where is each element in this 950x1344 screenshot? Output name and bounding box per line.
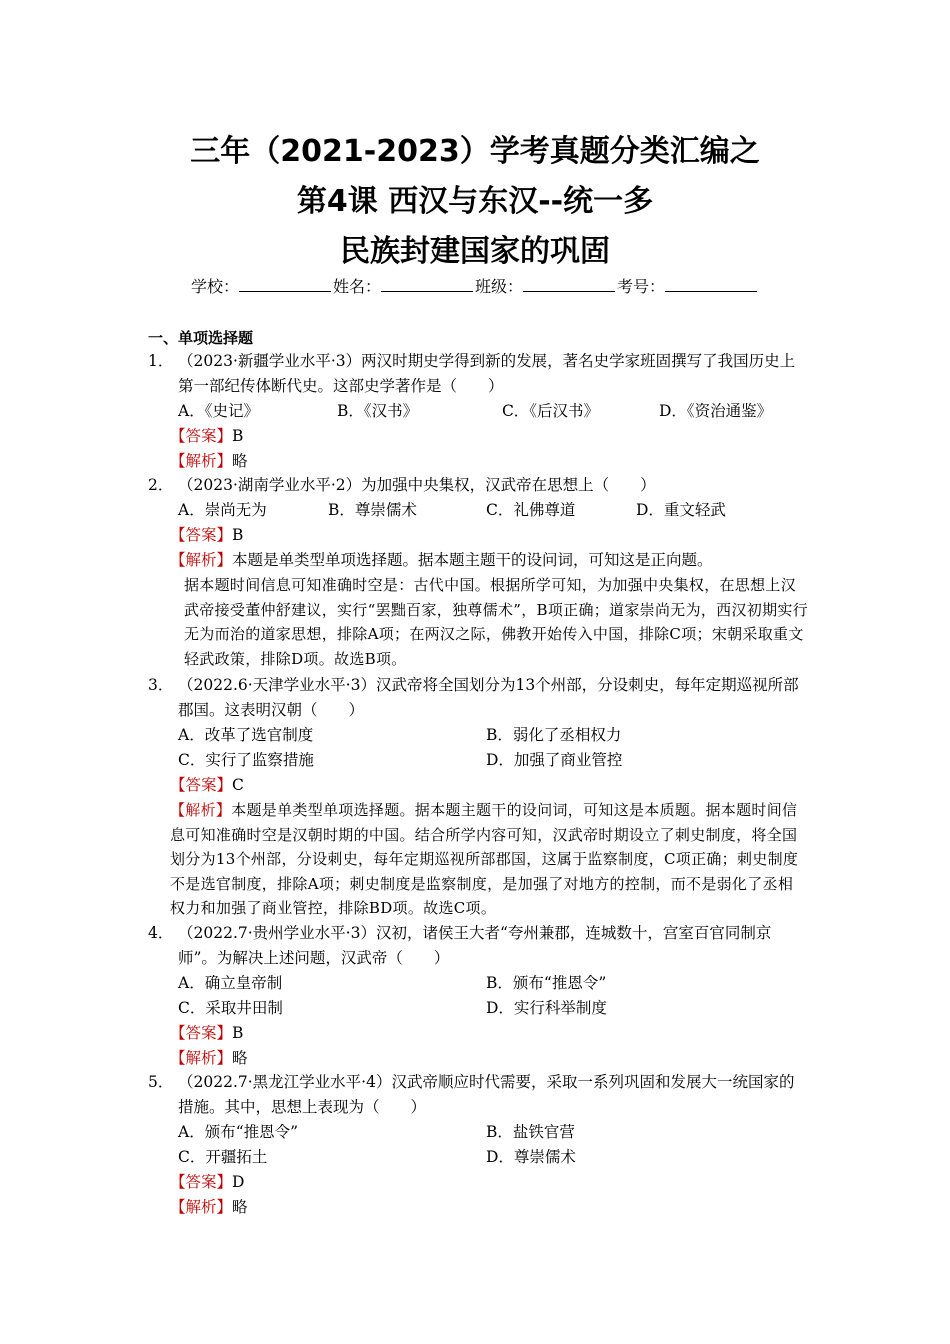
analysis-text: 略 [232,452,248,470]
school-blank[interactable] [239,277,331,292]
question-5 [148,1070,808,1220]
option-b: B．颁布“推恩令” [486,974,607,992]
option-d: D．尊崇儒术 [486,1148,576,1166]
answer-value: D [232,1173,245,1191]
answer-label: 【答案】 [170,776,233,794]
class-blank[interactable] [523,277,615,292]
analysis-text: 略 [232,1198,248,1216]
question-4 [148,921,808,1071]
question-stem: （2022.7·黑龙江学业水平·4）汉武帝顺应时代需要，采取一系列巩固和发展大一统国家的措施。其中，思想上表现为（ ） [178,1073,795,1116]
question-stem: （2022.7·贵州学业水平·3）汉初，诸侯王大者“夸州兼郡，连城数十，宫室百官同制京师”。为解决上述问题，汉武帝（ ） [178,924,772,967]
question-stem: （2023·湖南学业水平·2）为加强中央集权，汉武帝在思想上（ ） [178,476,656,494]
option-d: D．实行科举制度 [486,999,607,1017]
analysis-label: 【解析】 [170,1198,233,1216]
question-number: 4． [148,924,174,942]
option-a: A．改革了选官制度 [178,726,314,744]
question-number: 2． [148,476,174,494]
id-label: 考号： [617,277,666,296]
question-2 [148,473,808,671]
option-b: B．弱化了丞相权力 [486,726,622,744]
name-blank[interactable] [381,277,473,292]
option-c: C．礼佛尊道 [486,501,576,519]
question-stem: （2022.6·天津学业水平·3）汉武帝将全国划分为13个州部，分设刺史，每年定期巡视所部郡国。这表明汉朝（ ） [178,676,799,719]
title-line-3: 民族封建国家的巩固 [340,234,610,269]
answer-label: 【答案】 [170,427,233,445]
id-blank[interactable] [665,277,757,292]
analysis-label: 【解析】 [170,1049,233,1067]
title-line-2: 第4课 西汉与东汉--统一多 [296,184,654,219]
analysis-text: 本题是单类型单项选择题。据本题主题干的设问词，可知这是本质题。据本题时间信息可知准确时空是汉朝时期的中国。结合所学内容可知，汉武帝时期设立了刺史制度，将全国划分为13个州部，分设刺史，每年定期巡视所部郡国，这属于监察制度，C项正确；刺史制度不是选官制度，排除A项；刺史制度是监察制度，是加强了对地方的控制，而不是弱化了丞相权力和加强了商业管控，排除BD项。故选C项。 [170,801,799,917]
option-d: D．《资治通鉴》 [658,402,773,420]
answer-value: B [232,427,244,445]
analysis-label: 【解析】 [170,551,233,569]
school-label: 学校： [190,277,239,296]
question-1 [148,349,808,474]
option-a: A．确立皇帝制 [178,974,283,992]
option-d: D．加强了商业管控 [486,751,623,769]
class-label: 班级： [475,277,524,296]
question-number: 3． [148,676,174,694]
question-3 [148,673,808,921]
analysis-label: 【解析】 [170,801,232,819]
option-a: A．颁布“推恩令” [178,1123,299,1141]
section-heading: 一、单项选择题 [148,329,254,347]
title-line-1: 三年（2021-2023）学考真题分类汇编之 [190,134,760,169]
student-info-line [0,276,950,298]
answer-value: B [232,1024,244,1042]
question-number: 5． [148,1073,174,1091]
option-a: A．崇尚无为 [178,501,267,519]
option-c: C．采取井田制 [178,999,283,1017]
option-c: C．实行了监察措施 [178,751,314,769]
name-label: 姓名： [332,277,381,296]
option-b: B．《汉书》 [336,402,419,420]
analysis-text: 本题是单类型单项选择题。据本题主题干的设问词，可知这是正向题。 [232,551,713,569]
option-c: C．开疆拓土 [178,1148,268,1166]
answer-label: 【答案】 [170,526,233,544]
answer-label: 【答案】 [170,1173,233,1191]
option-a: A．《史记》 [178,402,259,420]
answer-value: B [232,526,244,544]
option-b: B．盐铁官营 [486,1123,575,1141]
answer-value: C [232,776,244,794]
question-number: 1． [148,352,174,370]
analysis-text: 略 [232,1049,248,1067]
question-stem: （2023·新疆学业水平·3）两汉时期史学得到新的发展，著名史学家班固撰写了我国历史上第一部纪传体断代史。这部史学著作是（ ） [178,352,796,395]
analysis-label: 【解析】 [170,452,233,470]
answer-label: 【答案】 [170,1024,233,1042]
analysis-continued: 据本题时间信息可知准确时空是：古代中国。根据所学可知，为加强中央集权，在思想上汉武帝接受董仲舒建议，实行“罢黜百家，独尊儒术”，B项正确；道家崇尚无为，西汉初期实行无为而治的道家思想，排除A项；在两汉之际，佛教开始传入中国，排除C项；宋朝采取重文轻武政策，排除D项。故选B项。 [184,576,808,668]
option-c: C．《后汉书》 [501,402,600,420]
option-d: D．重文轻武 [636,501,726,519]
option-b: B．尊崇儒术 [328,501,417,519]
